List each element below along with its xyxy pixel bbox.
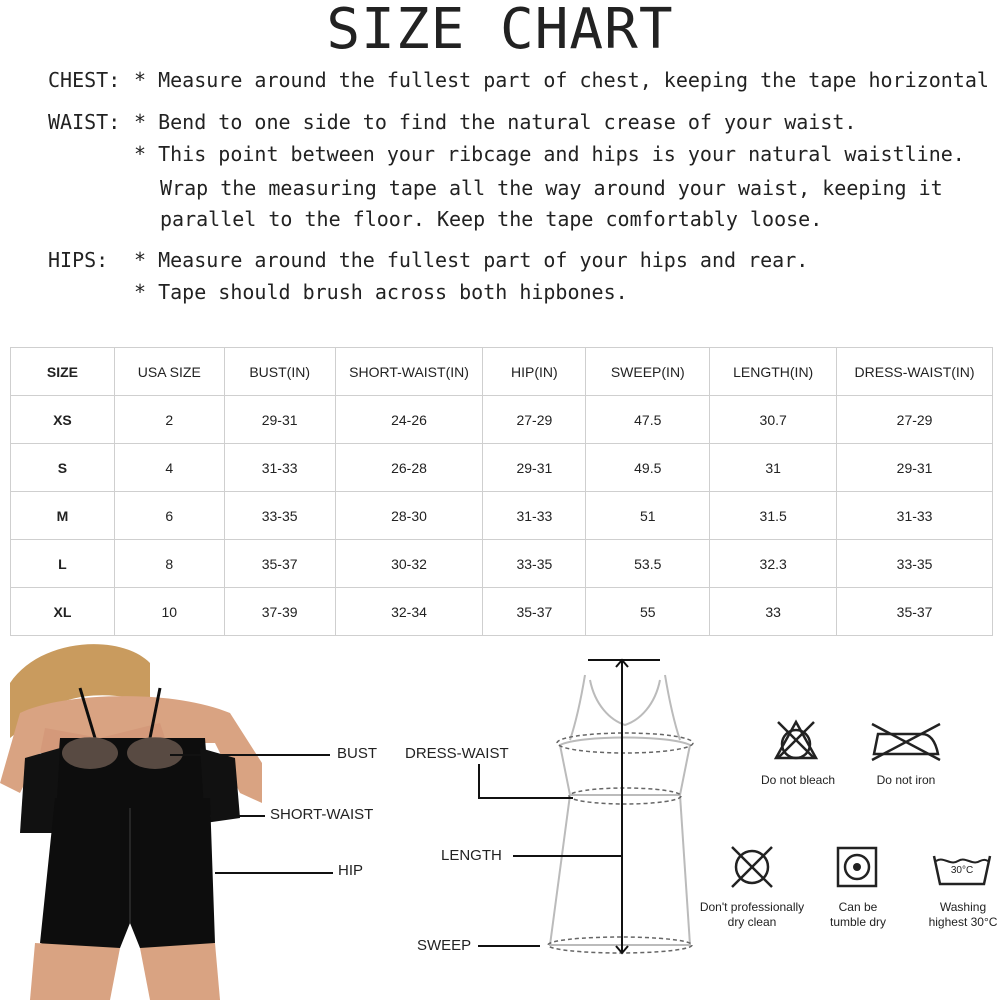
table-cell: L [11,540,115,588]
table-cell: M [11,492,115,540]
table-cell: 8 [114,540,224,588]
table-cell: 31.5 [710,492,837,540]
waist-line-2: * This point between your ribcage and hips is your natural waistline. [134,142,965,166]
dress-waist-callout-label: DRESS-WAIST [405,745,509,762]
do-not-dry-clean-label-2: dry clean [727,915,777,929]
chest-label: CHEST: [48,68,121,92]
washing-label [926,900,1000,930]
header-dress-waist: DRESS-WAIST(IN) [837,348,993,396]
table-cell: S [11,444,115,492]
do-not-dry-clean-label-1: Don't professionally [699,900,805,914]
page-title: SIZE CHART [326,0,674,62]
table-cell: 26-28 [335,444,483,492]
table-cell: 10 [114,588,224,636]
table-cell: 31-33 [483,492,586,540]
model-photo [0,643,262,1000]
table-cell: 35-37 [224,540,335,588]
dress-diagram [540,655,710,955]
wash-30-icon [932,852,992,886]
header-hip: HIP(IN) [483,348,586,396]
table-cell: 29-31 [837,444,993,492]
size-table [10,347,993,636]
table-cell: 49.5 [586,444,710,492]
do-not-dry-clean-label [690,900,814,930]
do-not-iron-label: Do not iron [876,773,936,787]
washing-label-2: highest 30°C [928,915,998,929]
table-cell: 4 [114,444,224,492]
table-cell: 2 [114,396,224,444]
model-illustration [0,643,262,1000]
hip-callout-line [215,872,333,874]
hips-label: HIPS: [48,248,109,272]
table-header-row [11,348,993,396]
table-cell: 31-33 [224,444,335,492]
table-cell: 30-32 [335,540,483,588]
tumble-dry-label-2: tumble dry [829,915,887,929]
length-callout-line [513,855,621,857]
hips-line-1: * Measure around the fullest part of your hips and rear. [134,248,809,272]
short-waist-callout-label: SHORT-WAIST [270,806,374,823]
table-cell: 33-35 [483,540,586,588]
header-length: LENGTH(IN) [710,348,837,396]
table-row [11,492,993,540]
tumble-dry-label-1: Can be [838,900,878,914]
table-row [11,444,993,492]
hip-callout-label: HIP [338,862,364,879]
wash-temp-label: 30°C [950,865,974,876]
header-short-waist: SHORT-WAIST(IN) [335,348,483,396]
header-bust: BUST(IN) [224,348,335,396]
do-not-bleach-label: Do not bleach [760,773,836,787]
table-cell: 29-31 [224,396,335,444]
length-callout-label: LENGTH [441,847,502,864]
table-cell: 51 [586,492,710,540]
dress-waist-callout-line [478,764,573,800]
header-usa-size: USA SIZE [114,348,224,396]
table-cell: 55 [586,588,710,636]
table-row [11,588,993,636]
table-cell: 30.7 [710,396,837,444]
washing-label-1: Washing [939,900,987,914]
table-cell: 33-35 [837,540,993,588]
table-cell: 32.3 [710,540,837,588]
table-cell: 53.5 [586,540,710,588]
tumble-dry-label [818,900,898,930]
table-cell: 47.5 [586,396,710,444]
table-cell: 31-33 [837,492,993,540]
waist-label: WAIST: [48,110,121,134]
waist-line-4: parallel to the floor. Keep the tape comfortably loose. [160,207,823,231]
do-not-bleach-icon [772,716,820,764]
table-cell: 33 [710,588,837,636]
waist-line-3: Wrap the measuring tape all the way around your waist, keeping it [160,176,943,200]
table-cell: 33-35 [224,492,335,540]
short-waist-callout-line [210,815,265,817]
table-cell: 37-39 [224,588,335,636]
waist-line-1: * Bend to one side to find the natural crease of your waist. [134,110,857,134]
do-not-iron-icon [868,720,944,762]
bust-callout-label: BUST [337,745,378,762]
do-not-dry-clean-icon [728,843,776,891]
table-cell: XS [11,396,115,444]
table-cell: 28-30 [335,492,483,540]
table-cell: 32-34 [335,588,483,636]
table-cell: 27-29 [483,396,586,444]
table-cell: XL [11,588,115,636]
table-cell: 35-37 [837,588,993,636]
table-cell: 31 [710,444,837,492]
table-cell: 6 [114,492,224,540]
chest-line-1: * Measure around the fullest part of chest, keeping the tape horizontal [134,68,989,92]
header-size: SIZE [11,348,115,396]
table-cell: 24-26 [335,396,483,444]
table-row [11,540,993,588]
tumble-dry-icon [836,846,878,888]
bust-callout-line [170,754,330,756]
table-cell: 35-37 [483,588,586,636]
sweep-callout-line [478,945,540,947]
sweep-callout-label: SWEEP [417,937,472,954]
header-sweep: SWEEP(IN) [586,348,710,396]
table-cell: 29-31 [483,444,586,492]
table-row [11,396,993,444]
hips-line-2: * Tape should brush across both hipbones. [134,280,628,304]
table-cell: 27-29 [837,396,993,444]
